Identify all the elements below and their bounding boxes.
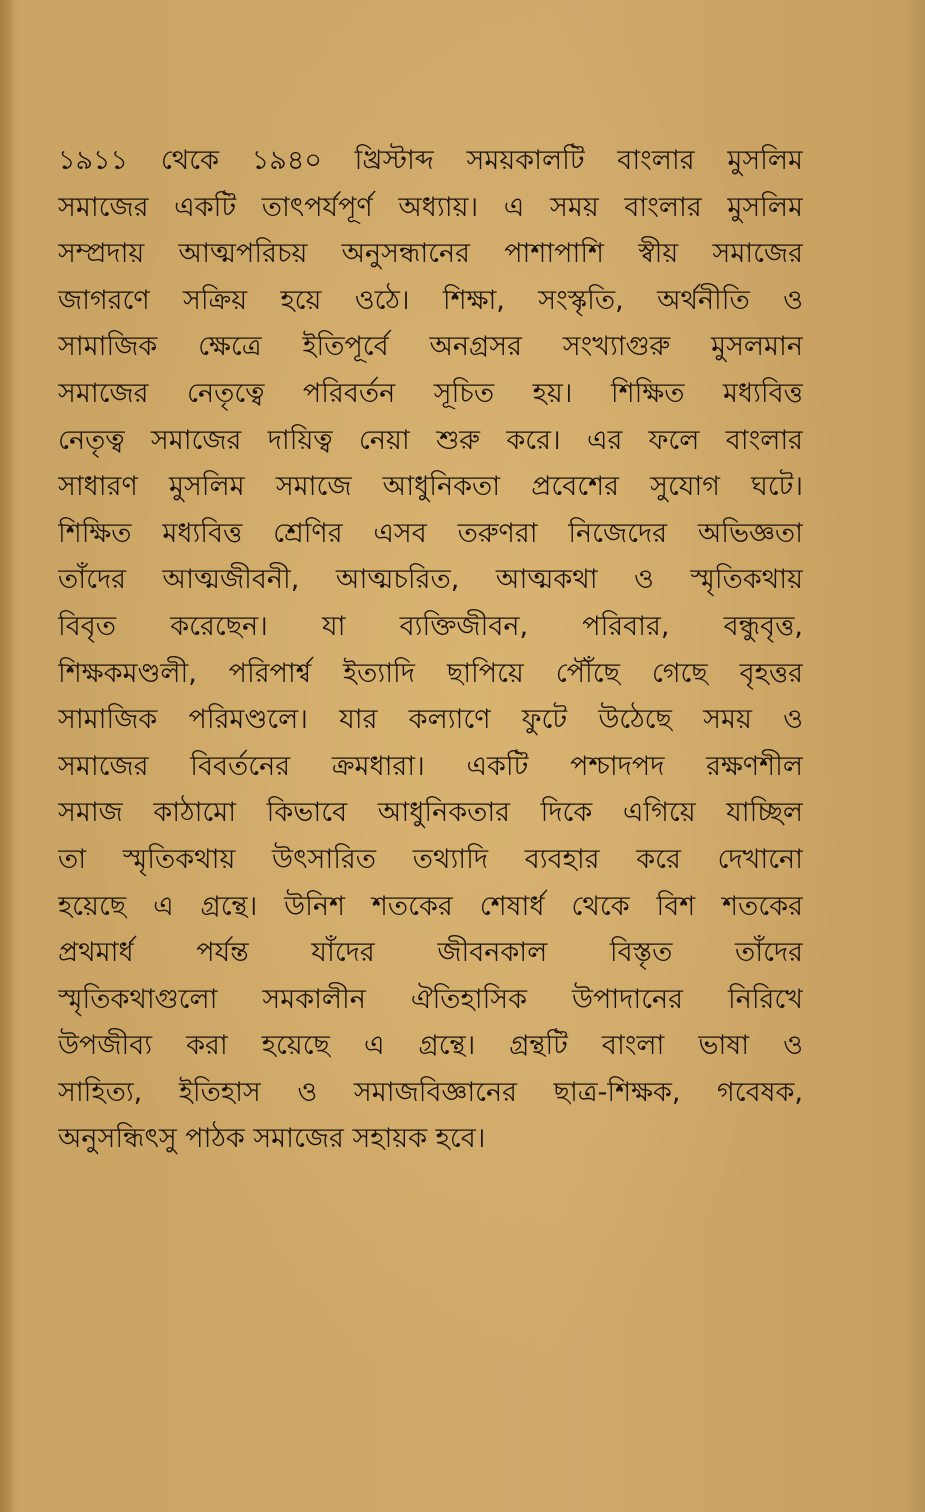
blurb-line: উপজীব্য করা হয়েছে এ গ্রন্থে। গ্রন্থটি বাংলা ভাষা ও — [58, 1030, 803, 1062]
blurb-line: সামাজিক পরিমণ্ডলে। যার কল্যাণে ফুটে উঠেছে সময় ও — [58, 704, 803, 736]
blurb-line: শিক্ষকমণ্ডলী, পরিপার্শ্ব ইত্যাদি ছাপিয়ে পৌঁছে গেছে বৃহত্তর — [58, 657, 803, 689]
blurb-line: অনুসন্ধিৎসু পাঠক সমাজের সহায়ক হবে। — [58, 1123, 486, 1155]
blurb-line: সাধারণ মুসলিম সমাজে আধুনিকতা প্রবেশের সুযোগ ঘটে। — [58, 471, 803, 503]
blurb-line: সমাজের নেতৃত্বে পরিবর্তন সূচিত হয়। শিক্ষিত মধ্যবিত্ত — [58, 377, 803, 409]
blurb-line: বিবৃত করেছেন। যা ব্যক্তিজীবন, পরিবার, বন্ধুবৃত্ত, — [58, 610, 803, 642]
blurb-line: সমাজ কাঠামো কিভাবে আধুনিকতার দিকে এগিয়ে যাচ্ছিল — [58, 797, 803, 829]
blurb-line: জাগরণে সক্রিয় হয়ে ওঠে। শিক্ষা, সংস্কৃতি, অর্থনীতি ও — [58, 284, 803, 316]
blurb-line: প্রথমার্ধ পর্যন্ত যাঁদের জীবনকাল বিস্তৃত তাঁদের — [58, 937, 803, 969]
blurb-line: ১৯১১ থেকে ১৯৪০ খ্রিস্টাব্দ সময়কালটি বাংলার মুসলিম — [58, 145, 803, 176]
blurb-line: শিক্ষিত মধ্যবিত্ত শ্রেণির এসব তরুণরা নিজেদের অভিজ্ঞতা — [58, 517, 803, 549]
blurb-line: নেতৃত্ব সমাজের দায়িত্ব নেয়া শুরু করে। এর ফলে বাংলার — [58, 424, 803, 456]
cover-left-edge-shadow — [0, 0, 14, 1512]
blurb-line: হয়েছে এ গ্রন্থে। উনিশ শতকের শেষার্ধ থেকে বিশ শতকের — [58, 890, 803, 922]
book-blurb — [58, 138, 803, 1163]
blurb-line: তাঁদের আত্মজীবনী, আত্মচরিত, আত্মকথা ও স্মৃতিকথায় — [58, 564, 803, 596]
blurb-line: সামাজিক ক্ষেত্রে ইতিপূর্বে অনগ্রসর সংখ্যাগুরু মুসলমান — [58, 331, 803, 363]
blurb-line: সাহিত্য, ইতিহাস ও সমাজবিজ্ঞানের ছাত্র-শিক্ষক, গবেষক, — [58, 1076, 803, 1108]
blurb-line: সমাজের একটি তাৎপর্যপূর্ণ অধ্যায়। এ সময় বাংলার মুসলিম — [58, 191, 803, 223]
blurb-line: স্মৃতিকথাগুলো সমকালীন ঐতিহাসিক উপাদানের নিরিখে — [58, 983, 803, 1015]
blurb-line: সমাজের বিবর্তনের ক্রমধারা। একটি পশ্চাদপদ রক্ষণশীল — [58, 750, 803, 782]
blurb-line: সম্প্রদায় আত্মপরিচয় অনুসন্ধানের পাশাপাশি স্বীয় সমাজের — [58, 238, 803, 270]
cover-right-edge-shadow — [903, 0, 925, 1512]
blurb-line: তা স্মৃতিকথায় উৎসারিত তথ্যাদি ব্যবহার করে দেখানো — [58, 843, 803, 875]
